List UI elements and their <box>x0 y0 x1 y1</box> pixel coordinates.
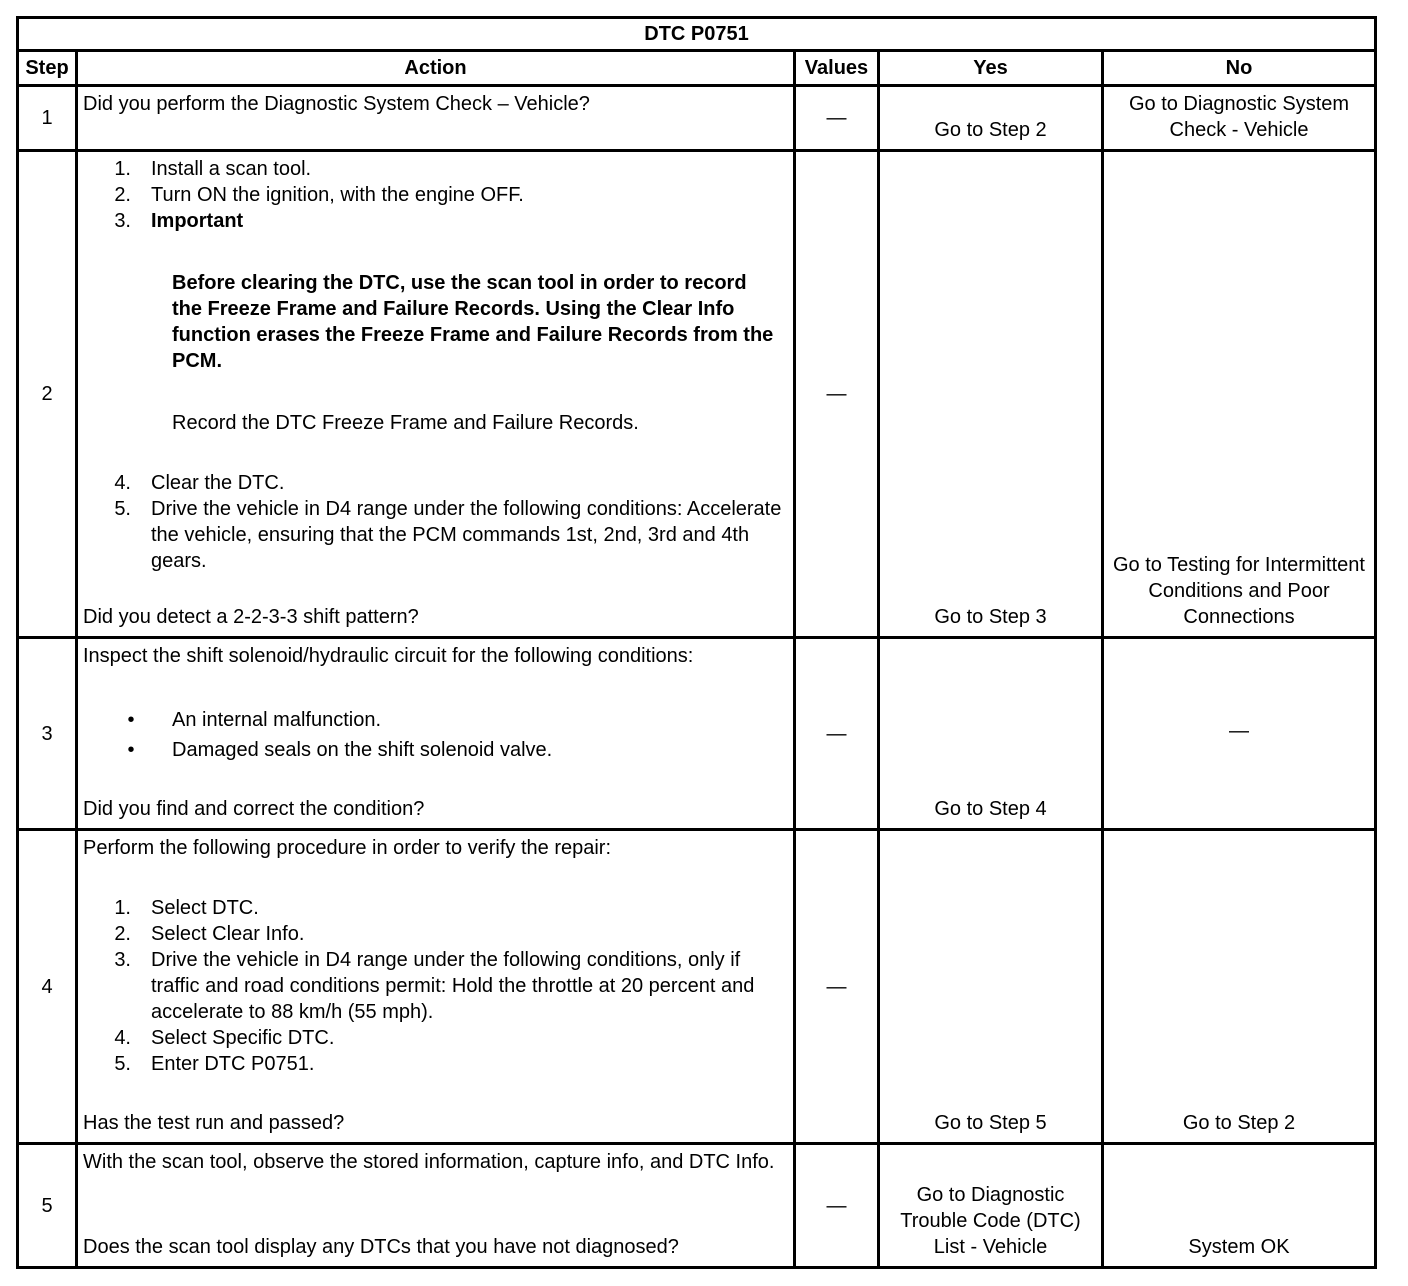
header-yes: Yes <box>879 51 1103 86</box>
yes-cell: Go to Step 3 <box>879 151 1103 638</box>
action-question: Did you detect a 2-2-3-3 shift pattern? <box>83 606 419 628</box>
action-question: Has the test run and passed? <box>83 1112 345 1134</box>
values-cell: — <box>795 1144 879 1268</box>
action-steps-2 <box>83 470 788 574</box>
action-intro: Perform the following procedure in order to verify the repair: <box>83 837 612 859</box>
table-row-step-3 <box>18 638 1376 830</box>
action-intro: With the scan tool, observe the stored information, capture info, and DTC Info. <box>83 1151 775 1173</box>
condition-list <box>83 707 788 763</box>
values-cell: — <box>795 638 879 830</box>
no-cell: System OK <box>1103 1144 1376 1268</box>
table-row-step-4 <box>18 830 1376 1144</box>
title-row <box>18 18 1376 51</box>
header-no: No <box>1103 51 1376 86</box>
table-title: DTC P0751 <box>18 18 1376 51</box>
list-item: • Damaged seals on the shift solenoid valve. <box>127 739 553 761</box>
important-note: Before clearing the DTC, use the scan tool in order to record the Freeze Frame and Failure Records. Using the Clear Info function erases the Freeze Frame and Failure Records from the PCM. <box>172 272 774 372</box>
action-text: Did you perform the Diagnostic System Check – Vehicle? <box>77 86 795 151</box>
action-cell <box>77 638 795 830</box>
action-question: Does the scan tool display any DTCs that you have not diagnosed? <box>83 1236 679 1258</box>
table-row-step-1 <box>18 86 1376 151</box>
values-cell: — <box>795 830 879 1144</box>
record-text: Record the DTC Freeze Frame and Failure Records. <box>172 412 639 434</box>
list-item: 1. Select DTC. <box>114 897 259 919</box>
action-cell <box>77 830 795 1144</box>
header-step: Step <box>18 51 77 86</box>
list-item: 2. Turn ON the ignition, with the engine OFF. <box>114 184 524 206</box>
list-item: 1. Install a scan tool. <box>114 158 312 180</box>
step-number: 3 <box>18 638 77 830</box>
action-intro: Inspect the shift solenoid/hydraulic circuit for the following conditions: <box>83 645 694 667</box>
list-item: 2. Select Clear Info. <box>114 923 305 945</box>
list-item: 4. Clear the DTC. <box>114 472 285 494</box>
action-steps <box>83 895 788 1077</box>
table-row-step-2 <box>18 151 1376 638</box>
yes-cell: Go to Step 2 <box>879 86 1103 151</box>
header-row <box>18 51 1376 86</box>
yes-cell: Go to Diagnostic Trouble Code (DTC) List - Vehicle <box>879 1144 1103 1268</box>
table-row-step-5 <box>18 1144 1376 1268</box>
yes-cell: Go to Step 5 <box>879 830 1103 1144</box>
step-number: 5 <box>18 1144 77 1268</box>
step-number: 1 <box>18 86 77 151</box>
values-cell: — <box>795 86 879 151</box>
list-item: • An internal malfunction. <box>127 709 382 731</box>
list-item: 3. Important <box>114 210 244 232</box>
no-cell: Go to Testing for Intermittent Conditions and Poor Connections <box>1103 151 1376 638</box>
no-cell: — <box>1103 638 1376 830</box>
list-item: 5. Enter DTC P0751. <box>114 1053 315 1075</box>
action-cell <box>77 1144 795 1268</box>
header-values: Values <box>795 51 879 86</box>
yes-cell: Go to Step 4 <box>879 638 1103 830</box>
values-cell: — <box>795 151 879 638</box>
header-action: Action <box>77 51 795 86</box>
list-item: 5. Drive the vehicle in D4 range under the following conditions: Accelerate the vehicle, ensuring that the PCM commands 1st, 2nd, 3rd and 4th gears. <box>114 498 782 572</box>
no-cell: Go to Step 2 <box>1103 830 1376 1144</box>
action-question: Did you find and correct the condition? <box>83 798 425 820</box>
step-number: 4 <box>18 830 77 1144</box>
action-steps <box>83 156 788 234</box>
no-cell: Go to Diagnostic System Check - Vehicle <box>1103 86 1376 151</box>
list-item: 4. Select Specific DTC. <box>114 1027 335 1049</box>
action-cell <box>77 151 795 638</box>
list-item: 3. Drive the vehicle in D4 range under the following conditions, only if traffic and road conditions permit: Hold the throttle at 20 percent and accelerate to 88 km/h (55 mph). <box>114 949 755 1023</box>
dtc-table <box>16 16 1377 1269</box>
step-number: 2 <box>18 151 77 638</box>
